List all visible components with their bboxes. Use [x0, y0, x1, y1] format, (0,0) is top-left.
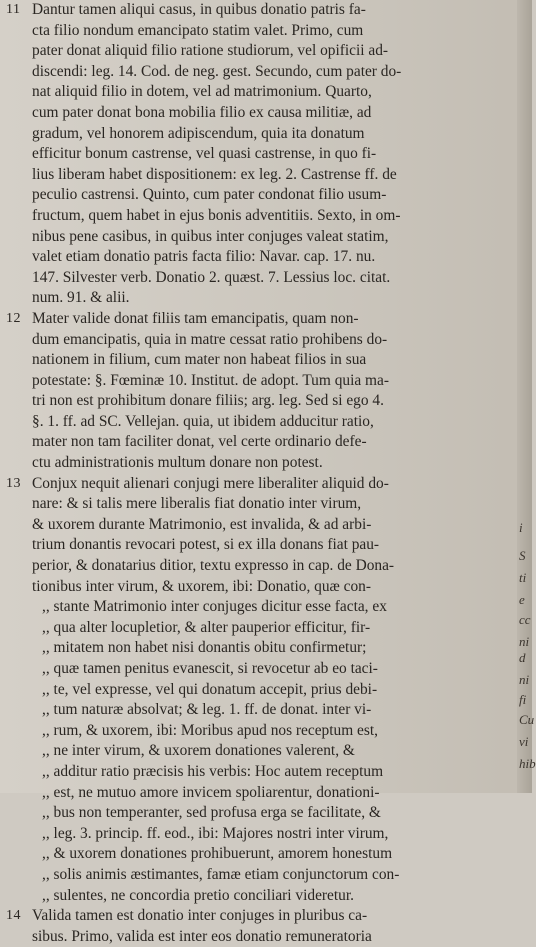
text-line: nat aliquid filio in dotem, vel ad matrimonium. Quarto, — [32, 83, 372, 101]
text-line: ,, mitatem non habet nisi donantis obitu confirmetur; — [42, 639, 367, 657]
text-line: discendi: leg. 14. Cod. de neg. gest. Secundo, cum pater do- — [32, 62, 402, 80]
text-line: 147. Silvester verb. Donatio 2. quæst. 7. Lessius loc. citat. — [32, 268, 391, 286]
text-line: tionibus inter virum, & uxorem, ibi: Donatio, quæ con- — [32, 577, 371, 595]
text-line: nationem in filium, cum mater non habeat filios in sua — [32, 351, 367, 369]
paragraph-14 — [6, 906, 516, 947]
paragraph-number: 12 — [6, 310, 21, 326]
paragraph-13 — [6, 474, 516, 906]
paragraph-number: 13 — [6, 475, 21, 491]
paragraph-number: 14 — [6, 908, 21, 924]
paragraph-number: 11 — [6, 2, 21, 17]
text-line: Mater valide donat filiis tam emancipatis, quam non- — [32, 309, 359, 327]
facing-page-fragment: cc — [519, 612, 531, 627]
text-line: lius liberam habet dispositionem: ex leg. 2. Castrense ff. de — [32, 165, 397, 183]
text-line: Dantur tamen aliqui casus, in quibus donatio patris fa- — [32, 1, 366, 18]
facing-page-fragment: ni — [519, 634, 530, 649]
text-line: fructum, quem habet in ejus bonis adventitiis. Sexto, in om- — [32, 206, 401, 224]
facing-page-fragment: i — [519, 520, 523, 535]
paragraph-12 — [6, 309, 516, 474]
text-line: ,, quæ tamen penitus evanescit, si revocetur ab eo taci- — [42, 660, 378, 677]
facing-page-fragment: e — [519, 592, 525, 607]
text-line: cta filio nondum emancipato statim valet. Primo, cum — [32, 21, 364, 39]
text-line: ,, sulentes, ne concordia pretio conciliari videretur. — [42, 886, 354, 904]
text-line: nibus pene casibus, in quibus inter conjuges valeat statim, — [32, 227, 389, 245]
text-line: dum emancipatis, quia in matre cessat ratio prohibens do- — [32, 330, 388, 348]
text-line: potestate: §. Fœminæ 10. Institut. de adopt. Tum quia ma- — [32, 371, 389, 389]
text-line: ,, est, ne mutuo amore invicem spoliarentur, donationi- — [42, 783, 380, 801]
facing-page-fragment: S — [519, 548, 526, 563]
text-line: sibus. Primo, valida est inter eos donatio remuneratoria — [32, 927, 372, 945]
text-line: ,, additur ratio præcisis his verbis: Hoc autem receptum — [42, 762, 384, 780]
text-line: cum pater donat bona mobilia filio ex causa militiæ, ad — [32, 103, 372, 121]
text-line: perior, & donatarius ditior, textu expresso in cap. de Dona- — [32, 557, 395, 575]
text-line: tri non est prohibitum donare filiis; arg. leg. Sed si ego 4. — [32, 392, 384, 410]
facing-page-fragment: d — [519, 650, 526, 665]
text-line: ,, & uxorem donationes prohibuerunt, amorem honestum — [42, 845, 393, 863]
text-line: §. 1. ff. ad SC. Vellejan. quia, ut ibidem adducitur ratio, — [32, 412, 374, 430]
text-line: pater donat aliquid filio ratione studiorum, vel opificii ad- — [32, 42, 389, 60]
text-line: ctu administrationis multum donare non potest. — [32, 454, 323, 472]
facing-page-edge — [517, 0, 536, 793]
text-line: & uxorem durante Matrimonio, est invalida, & ad arbi- — [32, 515, 372, 533]
facing-page-fragment: fi — [519, 692, 527, 707]
text-line: ,, ne inter virum, & uxorem donationes valerent, & — [42, 742, 355, 760]
page-text — [6, 0, 516, 947]
text-line: ,, stante Matrimonio inter conjuges dicitur esse facta, ex — [42, 598, 387, 616]
text-line: trium donantis revocari potest, si ex illa donans fiat pau- — [32, 536, 380, 554]
text-line: ,, rum, & uxorem, ibi: Moribus apud nos receptum est, — [42, 721, 378, 739]
text-line: ,, tum naturæ absolvat; & leg. 1. ff. de donat. inter vi- — [42, 701, 372, 719]
text-line: nare: & si talis mere liberalis fiat donatio inter virum, — [32, 495, 362, 513]
facing-page-fragment: ni — [519, 672, 530, 687]
text-line: ,, te, vel expresse, vel qui donatum accepit, prius debi- — [42, 680, 378, 698]
text-line: Valida tamen est donatio inter conjuges in pluribus ca- — [32, 907, 368, 925]
text-line: valet etiam donatio patris facta filio: Navar. cap. 17. nu. — [32, 248, 376, 266]
text-line: ,, qua alter locupletior, & alter pauperior efficitur, fir- — [42, 618, 371, 636]
paragraph-11 — [6, 0, 516, 309]
text-line: ,, bus non temperanter, sed profusa erga se facilitate, & — [42, 804, 381, 822]
facing-page-fragment: hib — [519, 756, 536, 771]
text-line: peculio castrensi. Quinto, cum pater condonat filio usum- — [32, 186, 387, 204]
text-line: mater non tam faciliter donat, vel certe ordinario defe- — [32, 433, 367, 451]
text-line: ,, leg. 3. princip. ff. eod., ibi: Majores nostri inter virum, — [42, 824, 389, 842]
text-line: ,, solis animis æstimantes, famæ etiam conjunctorum con- — [42, 865, 400, 883]
text-line: efficitur bonum castrense, vel quasi castrense, in quo fi- — [32, 145, 377, 163]
text-line: gradum, vel honorem adipiscendum, quia ita donatum — [32, 124, 365, 142]
facing-page-fragment: Cu — [519, 712, 535, 727]
facing-page-fragment: vi — [519, 734, 529, 749]
text-line: num. 91. & alii. — [32, 289, 130, 307]
facing-page-fragment: ti — [519, 570, 527, 585]
text-line: Conjux nequit alienari conjugi mere liberaliter aliquid do- — [32, 474, 389, 492]
